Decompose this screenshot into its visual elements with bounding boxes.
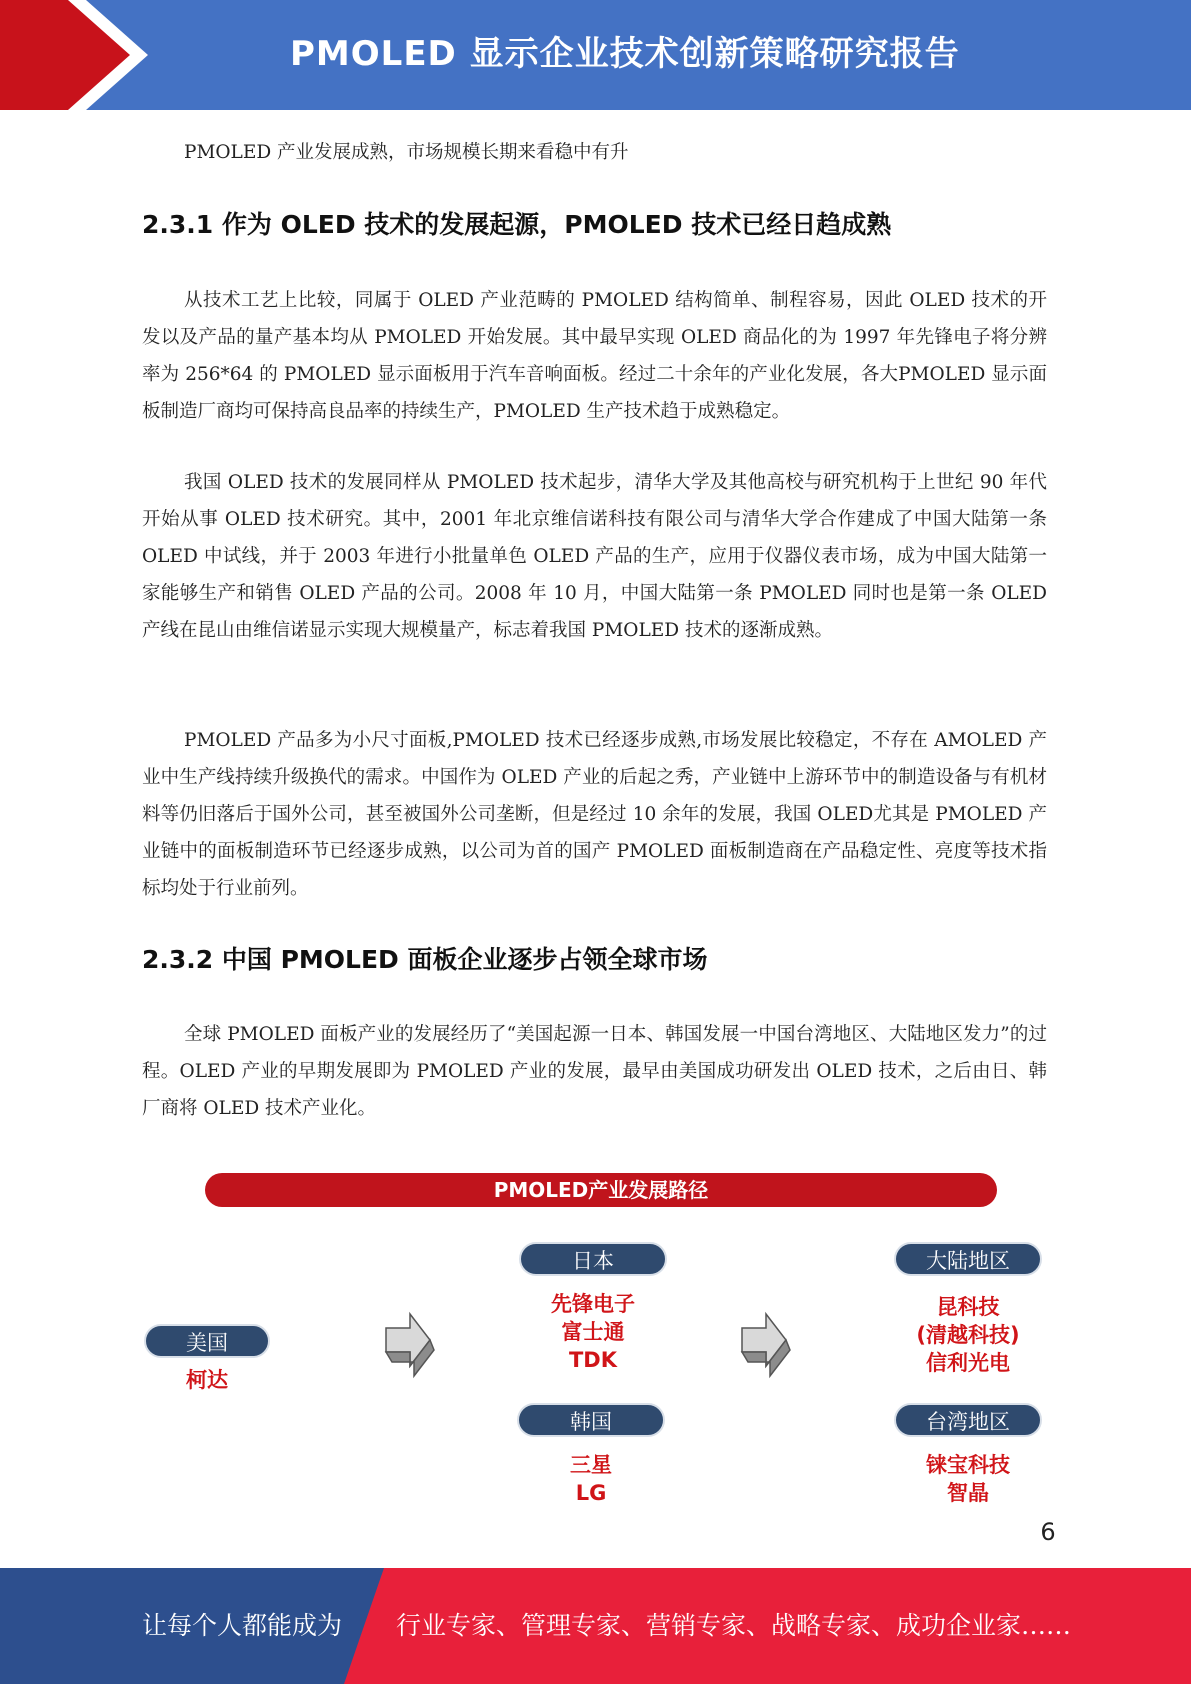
mainland-companies — [884, 1293, 1052, 1377]
company-name: 先锋电子 — [551, 1292, 635, 1316]
page-number: 6 — [1040, 1518, 1056, 1546]
region-pill-usa: 美国 — [144, 1324, 270, 1358]
region-pill-japan: 日本 — [519, 1242, 667, 1276]
paragraph-2-3-1-3: PMOLED 产品多为小尺寸面板,PMOLED 技术已经逐步成熟,市场发展比较稳定，不存在 AMOLED 产业中生产线持续升级换代的需求。中国作为 OLED 产业的后起之秀，产业链中上游环节中的制造设备与有机材料等仍旧落后于国外公司，甚至被国外公司垄断，但是经过 10 余年的发展，我国 OLED尤其是 PMOLED 产业链中的面板制造环节已经逐步成熟，以公司为首的国产 PMOLED 面板制造商在产品稳定性、亮度等技术指标均处于行业前列。 — [142, 730, 1047, 899]
paragraph-2-3-1-2: 我国 OLED 技术的发展同样从 PMOLED 技术起步，清华大学及其他高校与研究机构于上世纪 90 年代开始从事 OLED 技术研究。其中，2001 年北京维信诺科技有限公司与清华大学合作建成了中国大陆第一条 OLED 中试线，并于 2003 年进行小批量单色 OLED 产品的生产，应用于仪器仪表市场，成为中国大陆第一家能够生产和销售 OLED 产品的公司。2008 年 10 月，中国大陆第一条 PMOLED 同时也是第一条 OLED 产线在昆山由维信诺显示实现大规模量产，标志着我国 PMOLED 技术的逐渐成熟。 — [142, 472, 1047, 641]
region-pill-korea: 韩国 — [517, 1403, 665, 1437]
footer-slogan-left: 让每个人都能成为 — [142, 1611, 343, 1640]
taiwan-companies — [884, 1451, 1052, 1507]
usa-companies — [144, 1366, 270, 1394]
japan-companies — [519, 1290, 667, 1374]
company-name: LG — [575, 1481, 607, 1505]
company-name: 昆科技 — [936, 1295, 1000, 1319]
company-name: 信利光电 — [926, 1351, 1010, 1375]
intro-line: PMOLED 产业发展成熟，市场规模长期来看稳中有升 — [184, 142, 629, 163]
section-heading-2-3-2: 2.3.2 中国 PMOLED 面板企业逐步占领全球市场 — [142, 945, 708, 974]
region-pill-mainland: 大陆地区 — [894, 1242, 1042, 1276]
region-pill-taiwan: 台湾地区 — [894, 1403, 1042, 1437]
company-name: (清越科技) — [916, 1323, 1020, 1347]
diagram-banner: PMOLED产业发展路径 — [205, 1173, 997, 1207]
report-title: PMOLED 显示企业技术创新策略研究报告 — [290, 34, 960, 74]
right-arrow-icon — [740, 1310, 792, 1380]
page-header — [0, 0, 1191, 110]
section-heading-2-3-1: 2.3.1 作为 OLED 技术的发展起源，PMOLED 技术已经日趋成熟 — [142, 210, 892, 239]
paragraph-2-3-1-1: 从技术工艺上比较，同属于 OLED 产业范畴的 PMOLED 结构简单、制程容易，因此 OLED 技术的开发以及产品的量产基本均从 PMOLED 开始发展。其中最早实现 OLED 商品化的为 1997 年先锋电子将分辨率为 256*64 的 PMOLED 显示面板用于汽车音响面板。经过二十余年的产业化发展，各大PMOLED 显示面板制造厂商均可保持高良品率的持续生产，PMOLED 生产技术趋于成熟稳定。 — [142, 290, 1047, 422]
company-name: 富士通 — [561, 1320, 625, 1344]
company-name: 铼宝科技 — [926, 1453, 1010, 1477]
page-footer — [0, 1568, 1191, 1684]
company-name: 智晶 — [947, 1481, 989, 1505]
right-arrow-icon — [384, 1310, 436, 1380]
company-name: TDK — [568, 1348, 618, 1372]
company-name: 三星 — [570, 1453, 612, 1477]
korea-companies — [517, 1451, 665, 1507]
company-name: 柯达 — [186, 1368, 228, 1392]
paragraph-2-3-2-1: 全球 PMOLED 面板产业的发展经历了“美国起源一日本、韩国发展一中国台湾地区、大陆地区发力”的过程。OLED 产业的早期发展即为 PMOLED 产业的发展，最早由美国成功研发出 OLED 技术，之后由日、韩厂商将 OLED 技术产业化。 — [142, 1024, 1047, 1119]
footer-slogan-right: 行业专家、管理专家、营销专家、战略专家、成功企业家…… — [396, 1611, 1072, 1640]
industry-path-diagram — [0, 1160, 1191, 1520]
header-chevron-decoration — [0, 0, 160, 110]
